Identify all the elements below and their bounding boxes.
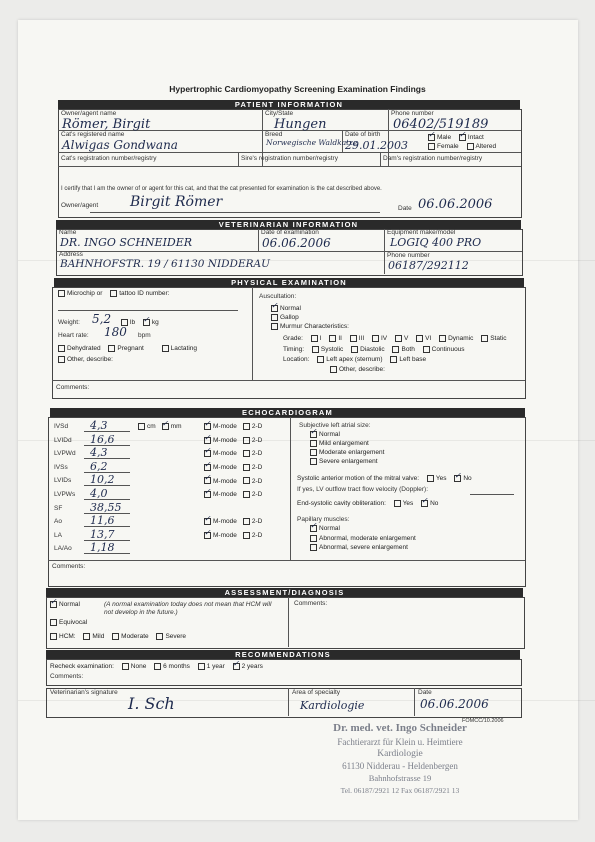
echo-row-label: LVPWd [54,450,76,458]
vet-signature-label: Veterinarian's signature [50,689,118,696]
location-label: Location: [283,356,310,364]
grade-label: Grade: [283,335,303,343]
stamp-line-5: Bahnhofstrasse 19 [368,773,432,783]
vet-name-label: Name [59,229,77,236]
intact-checkbox[interactable]: ✓ Intact [459,134,484,141]
owner-label: Owner/agent name [61,110,117,117]
equipment-label: Equipment make/model [387,229,456,236]
hcm-moderate-checkbox[interactable]: Moderate [112,633,148,640]
section-physical-exam: PHYSICAL EXAMINATION [54,278,524,287]
dam-reg-label: Dam's registration number/registry [383,155,483,162]
2d-checkbox[interactable]: 2-D [243,532,262,539]
2d-checkbox[interactable]: 2-D [243,450,262,457]
sam-yes-checkbox[interactable]: Yes [427,475,447,482]
weight-label: Weight: [58,319,80,326]
lvot-label: If yes, LV outflow tract flow velocity (Doppler): [297,486,429,493]
assessment-comments-label: Comments: [294,600,328,607]
physical-exam-box [52,287,526,399]
2d-checkbox[interactable]: 2-D [243,518,262,525]
section-recommendations: RECOMMENDATIONS [46,650,520,659]
breed-label: Breed [265,131,283,138]
equipment-value: LOGIQ 400 PRO [390,236,482,249]
systolic-checkbox[interactable]: Systolic [312,346,343,353]
la-moderate-checkbox[interactable]: Moderate enlargement [310,449,384,456]
echo-row-label: LVPWs [54,491,76,498]
echo-row-label: LVIDd [54,436,72,444]
diastolic-checkbox[interactable]: Diastolic [351,346,385,353]
certify-text: I certify that I am the owner of or agent for this cat, and that the cat presented for examination is the cat described above. [61,186,382,192]
bpm-label: bpm [138,332,151,339]
grade-v[interactable]: V [395,335,408,342]
papillary-label: Papillary muscles: [297,516,350,523]
la-severe-checkbox[interactable]: Severe enlargement [310,458,378,465]
m-mode-checkbox[interactable]: ✓ M-mode [204,437,237,444]
other-checkbox[interactable]: Other, describe: [58,356,113,363]
owner-signature: Birgit Römer [130,194,223,210]
sam-label: Systolic anterior motion of the mitral valve: [297,475,420,483]
cat-reg-label: Cat's registration number/registry [61,155,157,162]
stamp-line-3: Kardiologie [377,749,423,759]
static-checkbox[interactable]: Static [481,335,506,342]
city-label: City/State [265,110,294,117]
echo-row-label: LA/Ao [54,545,72,553]
section-echocardiogram: ECHOCARDIOGRAM [50,408,525,417]
2d-checkbox[interactable]: 2-D [243,423,262,430]
owner-value: Römer, Birgit [62,117,151,132]
pap-severe-checkbox[interactable]: Abnormal, severe enlargement [310,544,408,551]
heart-rate-value: 180 [104,325,127,339]
left-apex-checkbox[interactable]: Left apex (sternum) [317,356,382,363]
echo-row-label: LA [54,531,62,539]
echo-row-value: 11,6 [90,514,115,528]
echo-row-value: 38,55 [90,500,122,514]
dob-label: Date of birth [345,131,381,138]
echo-row-label: IVSs [54,463,68,471]
la-size-label: Subjective left atrial size: [299,422,371,429]
lactating-checkbox[interactable]: Lactating [162,345,197,352]
echo-row-value: 6,2 [90,459,108,473]
breed-value: Norwegische Waldkatze [266,138,358,147]
2d-checkbox[interactable]: 2-D [243,491,262,498]
endsystolic-no-checkbox[interactable]: ✓ No [421,500,438,507]
other-location-checkbox[interactable]: Other, describe: [330,366,385,373]
grade-iii[interactable]: III [350,335,364,342]
vet-name-value: DR. INGO SCHNEIDER [60,236,193,249]
endsystolic-yes-checkbox[interactable]: Yes [394,500,414,507]
vet-phone-value: 06187/292112 [388,259,469,272]
form-title: Hypertrophic Cardiomyopathy Screening Examination Findings [169,84,426,94]
m-mode-checkbox[interactable]: ✓ M-mode [204,450,237,457]
echo-row-label: LVIDs [54,477,72,485]
both-checkbox[interactable]: Both [392,346,414,353]
grade-ii[interactable]: II [329,335,342,342]
echo-row-value: 13,7 [90,527,115,541]
microchip-checkbox[interactable]: Microchip or [58,290,102,297]
sam-no-checkbox[interactable]: ✓ No [454,475,471,482]
mm-checkbox[interactable]: ✓ mm [162,423,182,430]
vet-signature: I. Sch [128,694,175,713]
specialty-value: Kardiologie [300,699,365,712]
pap-moderate-checkbox[interactable]: Abnormal, moderate enlargement [310,535,416,542]
endsystolic-label: End-systolic cavity obliteration: [297,500,386,508]
footer-date-value: 06.06.2006 [420,697,489,711]
stamp-line-1: Dr. med. vet. Ingo Schneider [333,722,467,734]
recheck-none-checkbox[interactable]: None [122,663,147,670]
2d-checkbox[interactable]: 2-D [243,478,262,485]
grade-i[interactable]: I [311,335,322,342]
la-mild-checkbox[interactable]: Mild enlargement [310,440,369,447]
stamp-line-2: Fachtierarzt für Klein u. Heimtiere [337,737,463,747]
recheck-label: Recheck examination: [50,663,114,671]
exam-date-label: Date of examination [261,229,319,236]
gallop-checkbox[interactable]: Gallop [271,314,299,321]
m-mode-checkbox[interactable]: ✓ M-mode [204,464,237,471]
echo-row-value: 4,3 [90,419,108,432]
murmur-checkbox[interactable]: Murmur Characteristics: [271,323,349,330]
echo-comments-label: Comments: [52,563,86,570]
section-vet-info: VETERINARIAN INFORMATION [56,220,521,229]
echo-row-label: IVSd [54,423,69,430]
m-mode-checkbox[interactable]: ✓ M-mode [204,518,237,525]
pregnant-checkbox[interactable]: Pregnant [108,345,143,352]
echo-row-value: 1,18 [90,541,115,555]
altered-checkbox[interactable]: Altered [467,143,497,150]
m-mode-checkbox[interactable]: ✓ M-mode [204,491,237,498]
m-mode-checkbox[interactable]: ✓ M-mode [204,423,237,430]
la-normal-checkbox[interactable]: ✓Normal [310,431,340,438]
female-checkbox[interactable]: Female [428,143,459,150]
recheck-2y-checkbox[interactable]: ✓ 2 years [233,663,263,670]
dynamic-checkbox[interactable]: Dynamic [439,335,473,342]
hcm-severe-checkbox[interactable]: Severe [156,633,186,640]
m-mode-checkbox[interactable]: ✓ M-mode [204,478,237,485]
continuous-checkbox[interactable]: Continuous [423,346,465,353]
echo-row-value: 16,6 [90,432,115,446]
grade-vi[interactable]: VI [416,335,431,342]
lb-checkbox[interactable]: lb [121,319,135,326]
owner-date-value: 06.06.2006 [418,197,493,212]
recheck-1y-checkbox[interactable]: 1 year [198,663,225,670]
heart-rate-label: Heart rate: [58,332,89,339]
timing-label: Timing: [283,346,305,354]
cm-checkbox[interactable]: cm [138,423,156,430]
physical-comments-label: Comments: [56,384,90,391]
vet-address-value: BAHNHOFSTR. 19 / 61130 NIDDERAU [60,258,270,270]
kg-checkbox[interactable]: ✓ kg [143,319,159,326]
recheck-6m-checkbox[interactable]: 6 months [154,663,190,670]
cat-name-label: Cat's registered name [61,131,125,138]
phone-label: Phone number [391,110,434,117]
male-checkbox[interactable]: ✓Male [428,134,451,141]
weight-value: 5,2 [92,312,112,326]
form-code: FOMCC/10.2006 [462,718,504,724]
echo-row-value: 10,2 [90,473,115,487]
echo-row-value: 4,3 [90,446,108,460]
owner-date-label: Date [398,205,412,212]
city-value: Hungen [274,117,327,132]
exam-date-value: 06.06.2006 [262,236,331,250]
echo-row-label: SF [54,504,63,512]
grade-iv[interactable]: IV [372,335,387,342]
equivocal-checkbox[interactable]: Equivocal [50,619,87,626]
footer-date-label: Date [418,689,432,696]
vet-phone-label: Phone number [387,252,430,259]
owner-sign-label: Owner/agent [61,202,99,209]
section-assessment: ASSESSMENT/DIAGNOSIS [46,588,523,597]
echo-row-label: Ao [54,518,62,526]
ausc-normal-checkbox[interactable]: ✓Normal [271,305,301,312]
section-patient-info: PATIENT INFORMATION [58,100,520,109]
auscultation-label: Auscultation: [259,293,297,300]
dehydrated-checkbox[interactable]: Dehydrated [58,345,101,352]
sire-reg-label: Sire's registration number/registry [241,155,338,162]
tattoo-checkbox[interactable]: tattoo ID number: [110,290,169,297]
stamp-line-4: 61130 Nidderau - Heldenbergen [342,761,458,771]
m-mode-checkbox[interactable]: ✓ M-mode [204,532,237,539]
phone-value: 06402/519189 [393,117,489,132]
vet-address-label: Address [59,251,83,258]
2d-checkbox[interactable]: 2-D [243,464,262,471]
left-base-checkbox[interactable]: Left base [390,356,426,363]
pap-normal-checkbox[interactable]: ✓Normal [310,525,340,532]
hcm-mild-checkbox[interactable]: Mild [83,633,104,640]
cat-name-value: Alwigas Gondwana [62,138,178,152]
recommend-comments-label: Comments: [50,673,84,680]
hcm-checkbox[interactable]: HCM: [50,633,76,640]
dob-value: 29.01.2003 [345,139,408,152]
echo-row-value: 4,0 [90,487,108,500]
stamp-line-6: Tel. 06187/2921 12 Fax 06187/2921 13 [340,786,460,795]
normal-note: (A normal examination today does not mean that HCM will not develop in the future.) [104,601,272,616]
assess-normal-checkbox[interactable]: ✓Normal [50,601,80,608]
2d-checkbox[interactable]: 2-D [243,437,262,444]
specialty-label: Area of specialty [292,689,341,696]
